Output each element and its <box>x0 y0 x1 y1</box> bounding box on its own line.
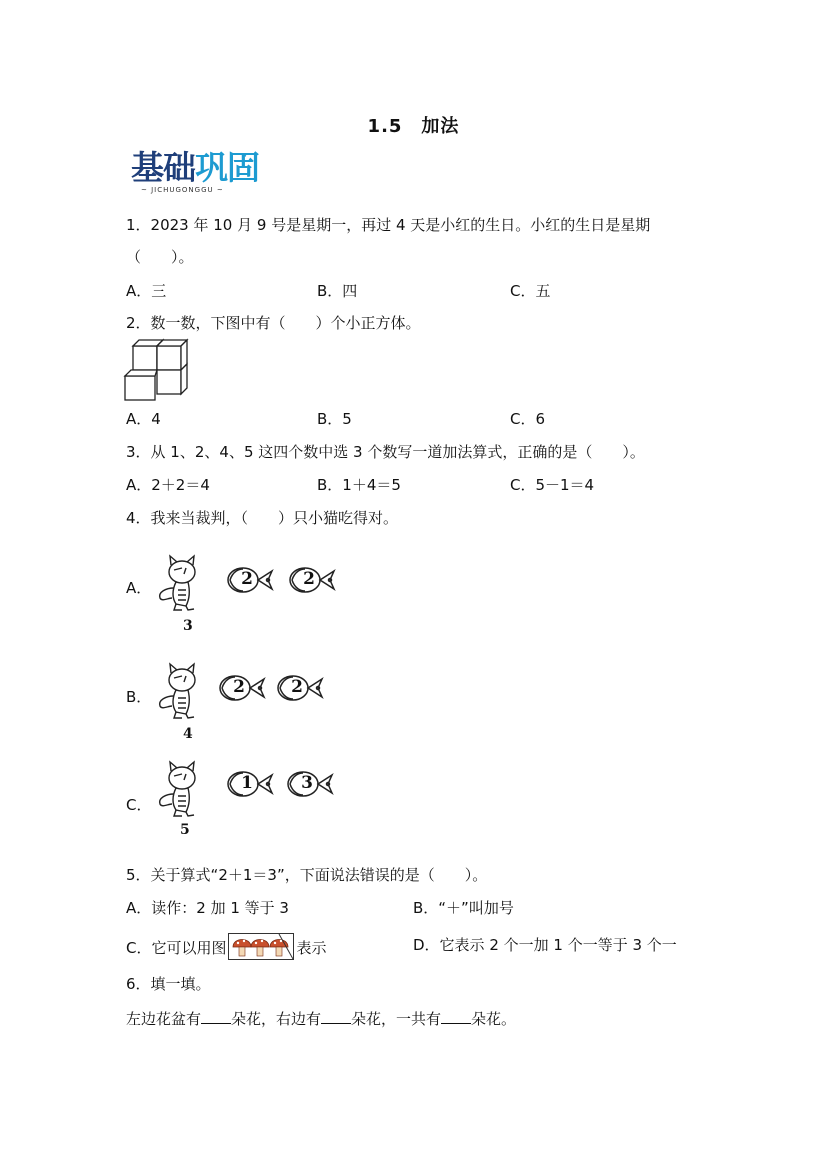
q3-option-c[interactable]: C．5－1＝4 <box>510 476 595 494</box>
fish-number: 2 <box>241 569 253 589</box>
q6-part-2: 朵花，右边有 <box>231 1010 322 1028</box>
question-1-text: 1．2023 年 10 月 9 号是星期一，再过 4 天是小红的生日。小红的生日是星期 <box>126 216 651 234</box>
q4-option-a[interactable]: A． <box>126 579 152 597</box>
banner-title-part2: 巩固 <box>195 148 259 187</box>
q1-option-b[interactable]: B．四 <box>317 282 358 300</box>
mushroom-icon <box>251 940 269 957</box>
question-5-text: 5．关于算式“2＋1＝3”，下面说法错误的是（ ）。 <box>126 866 488 884</box>
question-2-text: 2．数一数，下图中有（ ）个小正方体。 <box>126 314 421 332</box>
fish-number: 2 <box>303 569 315 589</box>
cat-number: 5 <box>180 822 190 838</box>
cat-icon <box>152 760 206 820</box>
q3-option-b[interactable]: B．1＋4＝5 <box>317 476 401 494</box>
section-banner <box>131 150 276 196</box>
cubes-figure <box>122 338 194 402</box>
q6-part-4: 朵花。 <box>471 1010 517 1028</box>
cat-number: 3 <box>183 618 193 634</box>
question-1-text-cont: （ ）。 <box>126 248 194 266</box>
q5-option-d[interactable]: D．它表示 2 个一加 1 个一等于 3 个一 <box>413 936 677 954</box>
q6-part-1: 左边花盆有 <box>126 1010 202 1028</box>
q5-option-c[interactable] <box>126 935 327 962</box>
banner-title <box>131 150 259 186</box>
q5-option-c-text: C．它可以用图 <box>126 939 227 957</box>
cat-icon <box>152 662 206 722</box>
q5-option-a[interactable]: A．读作：2 加 1 等于 3 <box>126 899 289 917</box>
q2-option-a[interactable]: A．4 <box>126 410 161 428</box>
q2-option-c[interactable]: C．6 <box>510 410 546 428</box>
cat-number: 4 <box>183 726 193 742</box>
fish-number: 1 <box>241 773 253 793</box>
question-6-text: 6．填一填。 <box>126 975 211 993</box>
question-4-text: 4．我来当裁判，（ ）只小猫吃得对。 <box>126 509 399 527</box>
fish-number: 2 <box>291 677 303 697</box>
question-3-text: 3．从 1、2、4、5 这四个数中选 3 个数写一道加法算式，正确的是（ ）。 <box>126 443 645 461</box>
banner-title-part1: 基础 <box>131 148 195 187</box>
q1-option-a[interactable]: A．三 <box>126 282 167 300</box>
fish-number: 2 <box>233 677 245 697</box>
mushroom-icon <box>270 940 288 957</box>
cat-icon <box>152 554 206 614</box>
q3-option-a[interactable]: A．2＋2＝4 <box>126 476 210 494</box>
q5-option-b[interactable]: B．“＋”叫加号 <box>413 899 514 917</box>
q6-fill-sentence <box>126 1008 516 1029</box>
banner-subtitle: ~ JICHUGONGGU ~ <box>141 186 224 194</box>
answer-blank[interactable] <box>441 1008 471 1024</box>
answer-blank[interactable] <box>201 1008 231 1024</box>
page-title: 1.5 加法 <box>367 116 460 137</box>
answer-blank[interactable] <box>321 1008 351 1024</box>
fish-number: 3 <box>301 773 313 793</box>
mushroom-icon <box>233 940 251 957</box>
mushroom-figure <box>228 933 294 960</box>
q1-option-c[interactable]: C．五 <box>510 282 551 300</box>
q4-option-c[interactable]: C． <box>126 796 152 814</box>
q5-option-c-text-end: 表示 <box>296 939 327 957</box>
q4-option-b[interactable]: B． <box>126 688 152 706</box>
q6-part-3: 朵花，一共有 <box>351 1010 442 1028</box>
q2-option-b[interactable]: B．5 <box>317 410 352 428</box>
